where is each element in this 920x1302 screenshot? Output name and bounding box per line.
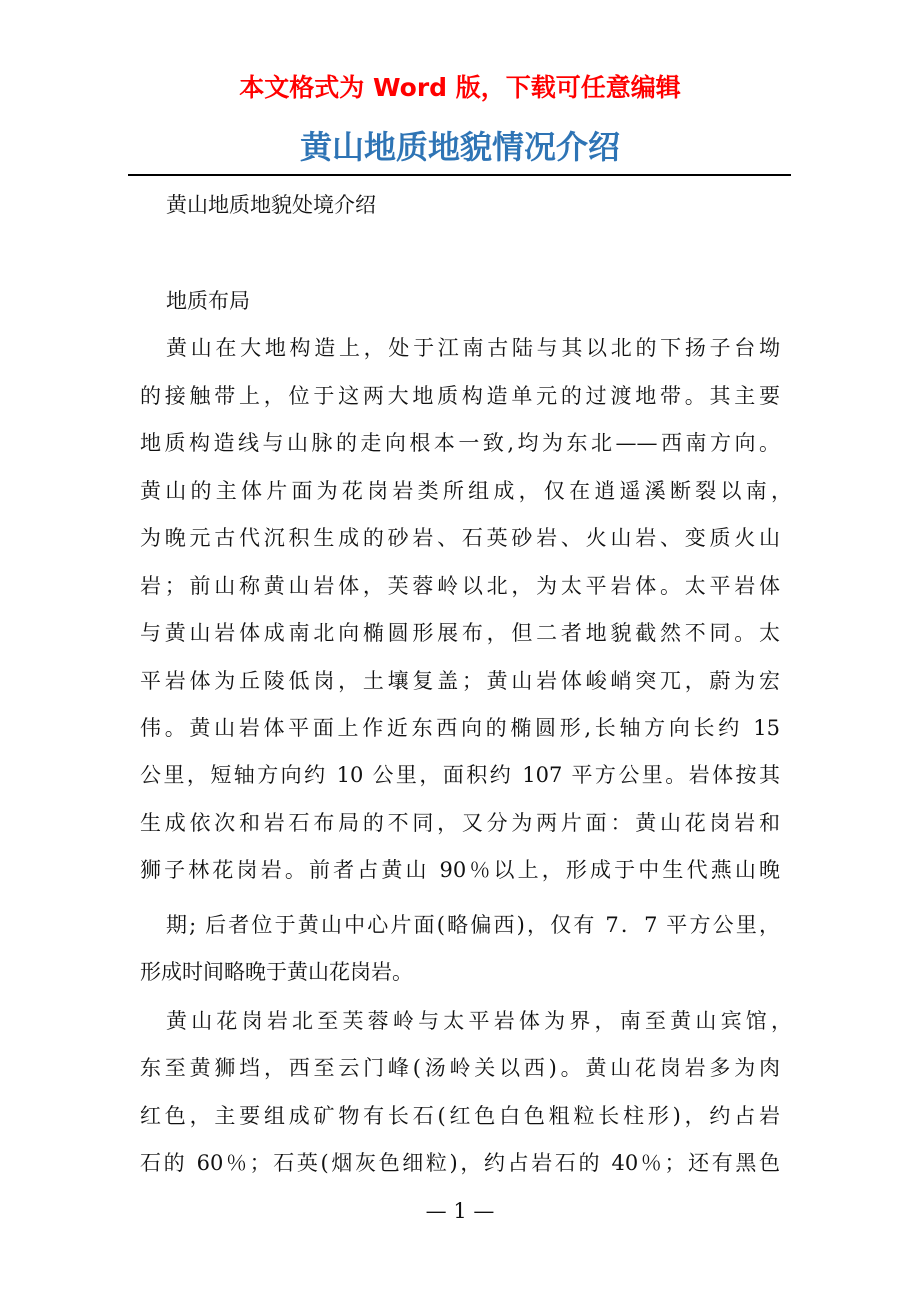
body-line: 黄山在大地构造上，处于江南古陆与其以北的下扬子台坳 (166, 336, 780, 360)
body-line: 与黄山岩体成南北向椭圆形展布，但二者地貌截然不同。太 (140, 621, 780, 645)
word-format-notice: 本文格式为 Word 版，下载可任意编辑 (239, 73, 681, 102)
body-line: 公里，短轴方向约 10 公里，面积约 107 平方公里。岩体按其 (140, 763, 780, 787)
body-line: 平岩体为丘陵低岗，土壤复盖；黄山岩体峻峭突兀，蔚为宏 (140, 669, 780, 693)
title-divider (128, 174, 791, 176)
body-line: 生成依次和岩石布局的不同，又分为两片面：黄山花岗岩和 (140, 811, 780, 835)
subtitle: 黄山地质地貌处境介绍 (166, 193, 376, 217)
body-line: 黄山花岗岩北至芙蓉岭与太平岩体为界，南至黄山宾馆， (166, 1009, 792, 1033)
body-line: 为晚元古代沉积生成的砂岩、石英砂岩、火山岩、变质火山 (140, 526, 780, 550)
body-line: 的接触带上，位于这两大地质构造单元的过渡地带。其主要 (140, 384, 780, 408)
body-line: 岩；前山称黄山岩体，芙蓉岭以北，为太平岩体。太平岩体 (140, 574, 780, 598)
body-line: 狮子林花岗岩。前者占黄山 90％以上，形成于中生代燕山晚 (140, 858, 780, 882)
document-title: 黄山地质地貌情况介绍 (299, 128, 620, 166)
body-line: 形成时间略晚于黄山花岗岩。 (140, 960, 413, 984)
body-line: 东至黄狮垱，西至云门峰(汤岭关以西)。黄山花岗岩多为肉 (140, 1056, 780, 1080)
body-line: 黄山的主体片面为花岗岩类所组成，仅在逍遥溪断裂以南， (140, 479, 792, 503)
body-line: 石的 60％；石英(烟灰色细粒)，约占岩石的 40％；还有黑色 (140, 1151, 780, 1175)
body-line: 期; 后者位于黄山中心片面(略偏西)，仅有 7．7 平方公里， (166, 913, 780, 937)
page-number: — 1 — (425, 1199, 495, 1223)
section-heading: 地质布局 (166, 289, 250, 313)
body-line: 地质构造线与山脉的走向根本一致,均为东北——西南方向。 (140, 431, 780, 455)
body-line: 伟。黄山岩体平面上作近东西向的椭圆形,长轴方向长约 15 (140, 716, 780, 740)
body-line: 红色，主要组成矿物有长石(红色白色粗粒长柱形)，约占岩 (140, 1104, 780, 1128)
